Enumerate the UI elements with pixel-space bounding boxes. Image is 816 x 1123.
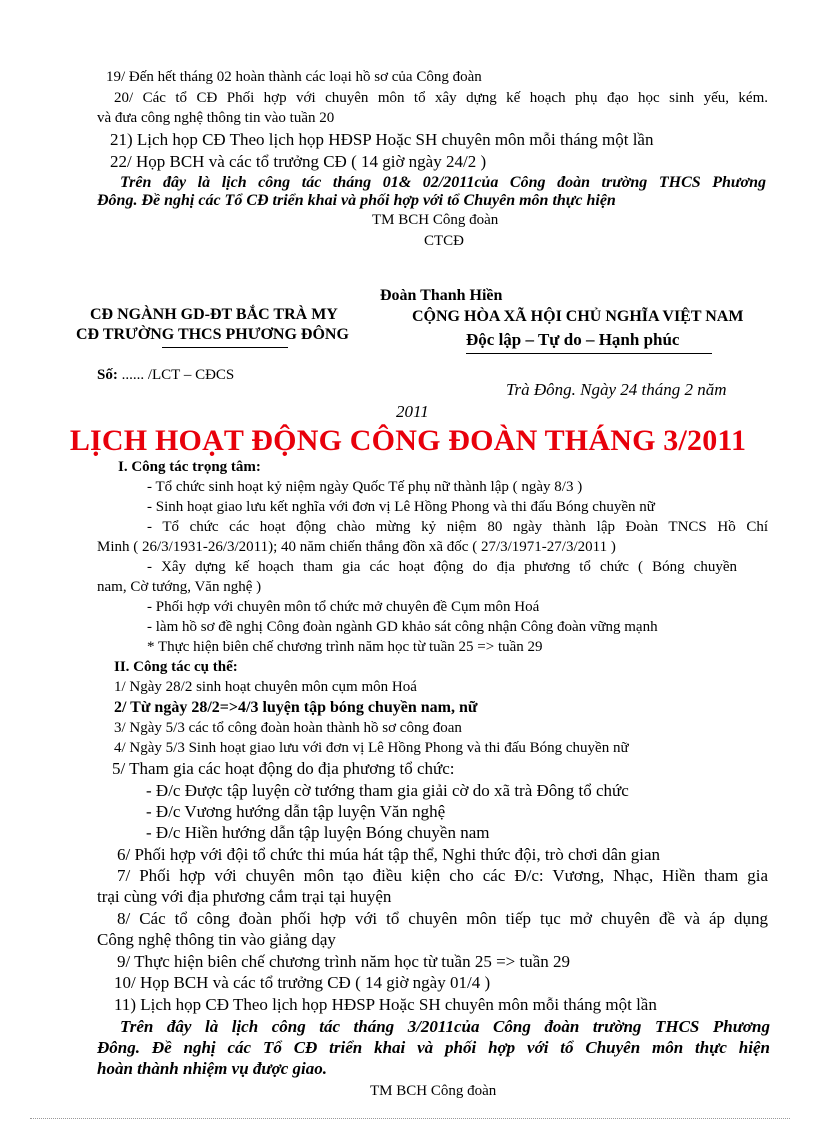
document-number-value: ...... /LCT – CĐCS [121, 367, 235, 383]
section-2-item-5c: - Đ/c Hiền hướng dẫn tập luyện Bóng chuyền nam [146, 823, 490, 842]
prev-item-20: 20/ Các tổ CĐ Phối hợp với chuyên môn tổ xây dựng kế hoạch phụ đạo học sinh yếu, kém. [114, 90, 768, 106]
section-1-item-c: - Tổ chức các hoạt động chào mừng kỷ niệm 80 ngày thành lập Đoàn TNCS Hồ Chí [147, 519, 768, 535]
closing-line-3: hoàn thành nhiệm vụ được giao. [97, 1059, 327, 1078]
section-2-item-5: 5/ Tham gia các hoạt động do địa phương tổ chức: [112, 759, 455, 778]
section-2-item-7-cont: trại cùng với địa phương cắm trại tại huyện [97, 887, 392, 906]
section-2-item-3: 3/ Ngày 5/3 các tổ công đoàn hoàn thành hồ sơ công đoan [114, 720, 462, 736]
section-1-item-d: - Xây dựng kế hoạch tham gia các hoạt động do địa phương tổ chức ( Bóng chuyền [147, 559, 737, 575]
closing-signature-title: TM BCH Công đoàn [370, 1083, 497, 1099]
section-1-item-f: - làm hồ sơ đề nghị Công đoàn ngành GD khảo sát công nhận Công đoàn vững mạnh [147, 619, 658, 635]
prev-signer-name: Đoàn Thanh Hiền [380, 287, 503, 304]
section-2-item-8: 8/ Các tổ công đoàn phối hợp với tổ chuyên môn tiếp tục mở chuyên đề và áp dụng [117, 909, 768, 928]
closing-line-1: Trên đây là lịch công tác tháng 3/2011của Công đoàn trường THCS Phương [120, 1017, 770, 1036]
section-1-item-b: - Sinh hoạt giao lưu kết nghĩa với đơn vị Lê Hồng Phong và thi đấu Bóng chuyền nữ [147, 499, 655, 515]
org-line-2: CĐ TRƯỜNG THCS PHƯƠNG ĐÔNG [76, 326, 349, 343]
section-2-item-5b: - Đ/c Vương hướng dẫn tập luyện Văn nghệ [146, 802, 446, 821]
prev-item-22: 22/ Họp BCH và các tổ trưởng CĐ ( 14 giờ ngày 24/2 ) [110, 152, 487, 171]
prev-item-21: 21) Lịch họp CĐ Theo lịch họp HĐSP Hoặc SH chuyên môn mỗi tháng một lần [110, 130, 654, 149]
section-2-heading: II. Công tác cụ thể: [114, 659, 238, 675]
section-2-item-7: 7/ Phối hợp với chuyên môn tạo điều kiện cho các Đ/c: Vương, Nhạc, Hiền tham gia [117, 866, 768, 885]
section-1-item-a: - Tổ chức sinh hoạt kỷ niệm ngày Quốc Tế phụ nữ thành lập ( ngày 8/3 ) [147, 479, 583, 495]
section-2-item-6: 6/ Phối hợp với đội tổ chức thi múa hát tập thể, Nghi thức đội, trò chơi dân gian [117, 845, 661, 864]
prev-signature-role: CTCĐ [424, 233, 465, 249]
prev-signature-title: TM BCH Công đoàn [372, 212, 499, 228]
section-1-item-e: - Phối hợp với chuyên môn tổ chức mở chuyên đề Cụm môn Hoá [147, 599, 540, 615]
closing-line-2: Đông. Đề nghị các Tổ CĐ triển khai và phối hợp với tổ Chuyên môn thực hiện [97, 1038, 770, 1057]
prev-closing-line2: Đông. Đề nghị các Tổ CĐ triển khai và phối hợp với tổ Chuyên môn thực hiện [97, 192, 616, 209]
prev-item-20-cont: và đưa công nghệ thông tin vào tuần 20 [97, 110, 335, 126]
prev-item-19: 19/ Đến hết tháng 02 hoàn thành các loại hồ sơ của Công đoàn [106, 69, 482, 85]
national-motto: Độc lập – Tự do – Hạnh phúc [466, 330, 680, 349]
document-number-label: Số: [97, 367, 118, 383]
section-2-item-4: 4/ Ngày 5/3 Sinh hoạt giao lưu với đơn vị Lê Hồng Phong và thi đấu Bóng chuyền nữ [114, 740, 629, 756]
place-date: Trà Đông. Ngày 24 tháng 2 năm [506, 380, 727, 399]
section-2-item-9: 9/ Thực hiện biên chế chương trình năm học từ tuần 25 => tuần 29 [117, 952, 571, 971]
section-1-item-g: * Thực hiện biên chế chương trình năm học từ tuần 25 => tuần 29 [147, 639, 543, 655]
section-2-item-2: 2/ Từ ngày 28/2=>4/3 luyện tập bóng chuyền nam, nữ [114, 699, 478, 716]
section-2-item-11: 11) Lịch họp CĐ Theo lịch họp HĐSP Hoặc SH chuyên môn mỗi tháng một lần [114, 995, 657, 1014]
section-2-item-10: 10/ Họp BCH và các tổ trưởng CĐ ( 14 giờ ngày 01/4 ) [114, 973, 491, 992]
page-title: LỊCH HOẠT ĐỘNG CÔNG ĐOÀN THÁNG 3/2011 [69, 424, 747, 457]
org-underline [162, 347, 288, 348]
prev-closing-line1: Trên đây là lịch công tác tháng 01& 02/2011của Công đoàn trường THCS Phương [120, 174, 766, 191]
nation-title: CỘNG HÒA XÃ HỘI CHỦ NGHĨA VIỆT NAM [412, 308, 744, 325]
section-2-item-8-cont: Công nghệ thông tin vào giảng dạy [97, 930, 336, 949]
org-line-1: CĐ NGÀNH GD-ĐT BẮC TRÀ MY [90, 306, 338, 323]
page-bottom-divider [30, 1118, 790, 1119]
section-1-item-d-cont: nam, Cờ tướng, Văn nghệ ) [97, 579, 262, 595]
place-date-year: 2011 [396, 402, 429, 421]
document-number [97, 367, 234, 384]
section-1-item-c-cont: Minh ( 26/3/1931-26/3/2011); 40 năm chiến thắng đồn xã đốc ( 27/3/1971-27/3/2011 ) [97, 539, 616, 555]
motto-underline [466, 353, 712, 354]
section-2-item-5a: - Đ/c Được tập luyện cờ tướng tham gia giải cờ do xã trà Đông tổ chức [146, 781, 629, 800]
section-2-item-1: 1/ Ngày 28/2 sinh hoạt chuyên môn cụm môn Hoá [114, 679, 417, 695]
section-1-heading: I. Công tác trọng tâm: [118, 459, 261, 475]
